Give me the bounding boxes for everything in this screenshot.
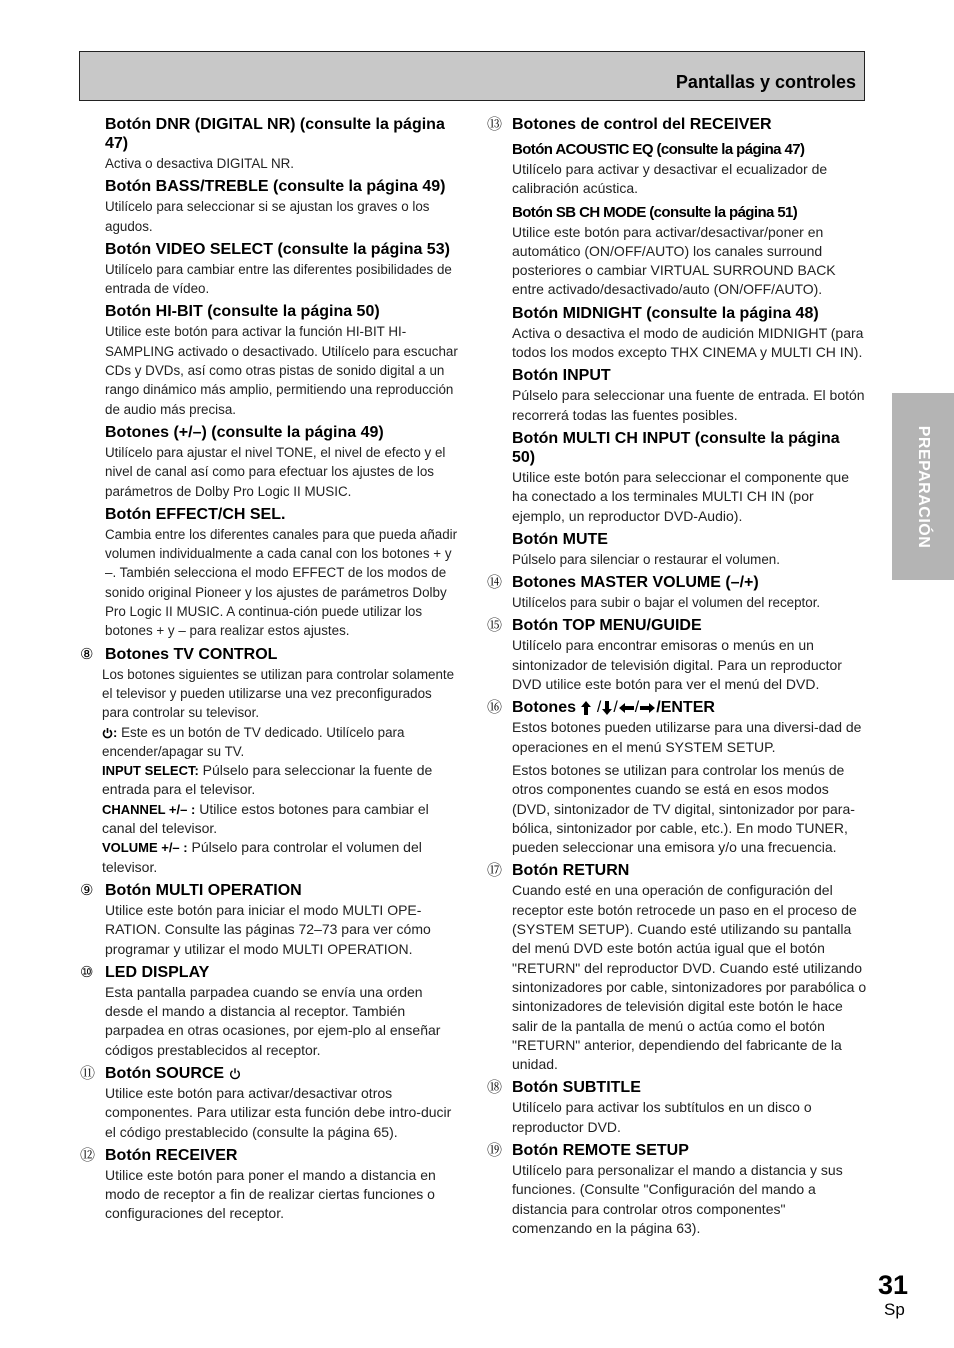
item-number: ⑱ [487, 1079, 503, 1097]
heading-receiver: Botón RECEIVER [105, 1146, 238, 1164]
item-arrows [487, 698, 867, 857]
heading-bass: Botón BASS/TREBLE (consulte la página 49) [105, 178, 446, 196]
item-tv-control [80, 645, 462, 877]
item-number: ⑪ [80, 1064, 96, 1082]
body-master-volume: Utilícelos para subir o bajar el volumen del receptor. [512, 595, 821, 611]
header-title: Pantallas y controles [675, 72, 856, 92]
tv-volume-line [102, 838, 462, 877]
heading-mute: Botón MUTE [512, 530, 608, 548]
body-arrows-2: Estos botones se utilizan para controlar los menús de otros componentes cuando se está en esos modos (DVD, sintonizador de TV digital, sintonizador por para-bólica, sintonizador por cable, etc.). En modo TUNER, pueden seleccionar una emisora y/o una frecuencia. [512, 761, 855, 856]
arrow-down-icon [601, 700, 613, 716]
item-number: ⑫ [80, 1146, 96, 1164]
heading-arrows-prefix: Botones [512, 699, 576, 717]
tv-power-line [102, 723, 462, 762]
heading-dnr: Botón DNR (DIGITAL NR) (consulte la página 47) [105, 116, 445, 152]
body-acoustic-eq: Utilícelo para activar y desactivar el ecualizador de calibración acústica. [512, 161, 828, 197]
power-icon [102, 725, 113, 740]
body-subtitle: Utilícelo para activar los subtítulos en un disco o reproductor DVD. [512, 1099, 812, 1135]
item-number: ⑧ [80, 645, 94, 663]
item-bass [80, 177, 462, 236]
heading-top-menu: Botón TOP MENU/GUIDE [512, 617, 702, 635]
item-effect [80, 505, 462, 641]
item-number: ⑯ [487, 699, 503, 717]
page-language: Sp [884, 1300, 905, 1319]
heading-effect: Botón EFFECT/CH SEL. [105, 505, 286, 523]
body-top-menu: Utilícelo para encontrar emisoras o menús en un sintonizador de televisión digital. Para un reproductor DVD utilice este botón para ver el menú del DVD. [512, 637, 842, 693]
item-master-volume [487, 573, 867, 612]
item-multi-operation [80, 881, 462, 959]
item-number: ⑬ [487, 116, 503, 133]
body-plusminus: Utilícelo para ajustar el nivel TONE, el nivel de efecto y el nivel de canal así como para efectuar los ajustes de los parámetros de Dolby Pro Logic II MUSIC. [105, 444, 446, 499]
body-multi-operation: Utilice este botón para iniciar el modo MULTI OPE-RATION. Consulte las páginas 72–73 para ver cómo programar y utilizar el modo MULTI OPERATION. [105, 901, 431, 957]
page-number: 31 [878, 1270, 909, 1300]
heading-plusminus: Botones (+/–) (consulte la página 49) [105, 423, 384, 441]
heading-multi-ch-input: Botón MULTI CH INPUT (consulte la página 50) [512, 429, 840, 466]
heading-tv-control: Botones TV CONTROL [105, 645, 278, 663]
tv-channel-label: CHANNEL +/– : [102, 801, 196, 817]
item-hibit [80, 302, 462, 418]
item-plusminus [80, 423, 462, 501]
item-number: ⑩ [80, 963, 94, 981]
body-video: Utilícelo para cambiar entre las diferentes posibilidades de entrada de vídeo. [105, 261, 452, 297]
body-remote-setup: Utilícelo para personalizar el mando a distancia y sus funciones. (Consulte "Configuración del mando a distancia para controlar otros componentes" comenzando en la página 63). [512, 1161, 843, 1236]
heading-acoustic-eq: Botón ACOUSTIC EQ (consulte la página 47) [512, 141, 805, 158]
body-hibit: Utilice este botón para activar la función HI-BIT HI-SAMPLING activado o desactivado. Utilícelo para escuchar CDs y DVDs, así como otras pistas de sonido digital a un rango dinámico más amplio, permitiendo una reproducción de audio más precisa. [105, 324, 458, 417]
power-icon [229, 1067, 241, 1080]
body-source: Utilice este botón para activar/desactivar otros componentes. Para utilizar esta función debe intro-ducir el código prestablecido (consulte la página 65). [105, 1084, 452, 1140]
item-dnr [80, 115, 462, 173]
body-receiver: Utilice este botón para poner el mando a distancia en modo de receptor a fin de realizar ciertas funciones o configuraciones del receptor. [105, 1166, 436, 1222]
heading-hibit: Botón HI-BIT (consulte la página 50) [105, 303, 380, 321]
body-tv-intro: Los botones siguientes se utilizan para controlar solamente el televisor y pueden utilizarse una vez preconfigurados para controlar su televisor. [102, 666, 455, 721]
heading-led-display: LED DISPLAY [105, 963, 210, 981]
heading-multi-operation: Botón MULTI OPERATION [105, 881, 302, 899]
tv-power-text: Este es un botón de TV dedicado. Utilícelo para encender/apagar su TV. [102, 724, 405, 759]
item-subtitle [487, 1078, 867, 1137]
item-number: ⑮ [487, 617, 503, 635]
heading-source-text: Botón SOURCE [105, 1064, 225, 1082]
tv-input-label: INPUT SELECT: [102, 763, 199, 779]
right-column [487, 111, 867, 1241]
heading-sb-ch-mode: Botón SB CH MODE (consulte la página 51) [512, 203, 798, 221]
tv-channel-line [102, 800, 462, 839]
heading-subtitle: Botón SUBTITLE [512, 1079, 641, 1097]
item-top-menu [487, 616, 867, 694]
heading-midnight: Botón MIDNIGHT (consulte la página 48) [512, 304, 819, 322]
tv-volume-label: VOLUME +/– : [102, 840, 188, 856]
arrow-up-icon [580, 700, 592, 716]
item-receiver [80, 1146, 462, 1224]
item-number: ⑰ [487, 862, 503, 880]
arrow-left-icon [618, 702, 635, 714]
heading-master-volume: Botones MASTER VOLUME (–/+) [512, 574, 759, 592]
body-dnr: Activa o desactiva DIGITAL NR. [105, 156, 295, 171]
heading-receiver-controls: Botones de control del RECEIVER [512, 116, 772, 133]
item-video [80, 240, 462, 299]
heading-arrows-suffix: /ENTER [656, 699, 715, 717]
heading-video: Botón VIDEO SELECT (consulte la página 53) [105, 240, 450, 258]
left-column [80, 111, 462, 1227]
body-led-display: Esta pantalla parpadea cuando se envía una orden desde el mando a distancia al receptor. También parpadea en otras ocasiones, por ejem-plo al enseñar códigos prestablecidos al receptor. [105, 983, 441, 1058]
body-multi-ch-input: Utilice este botón para seleccionar el componente que ha conectado a los terminales MULTI CH IN (por ejemplo, un reproductor DVD-Audio). [512, 468, 849, 524]
item-remote-setup [487, 1141, 867, 1238]
tv-input-text: Púlselo para seleccionar la fuente de entrada para el televisor. [102, 762, 433, 798]
body-sb-ch-mode: Utilice este botón para activar/desactivar/poner en automático (ON/OFF/AUTO) los canales surround posteriores o cambiar VIRTUAL SURROUND BACK entre activado/desactivado/auto (ON/OFF/AUTO). [512, 223, 836, 298]
heading-return: Botón RETURN [512, 862, 630, 880]
item-led-display [80, 963, 462, 1060]
item-number: ⑲ [487, 1141, 503, 1159]
heading-remote-setup: Botón REMOTE SETUP [512, 1141, 689, 1159]
body-return: Cuando esté en una operación de configuración del receptor este botón retrocede un paso en el proceso de (SYSTEM SETUP). Cuando esté utilizando su pantalla del menú DVD este botón actúa igual que el botón "RETURN" del reproductor DVD. Cuando esté utilizando sintonizadores por cable, sintonizadores por parabólica o sintonizadores de televisión digital este botón le hace salir de la pantalla de menú o actúa como el botón "RETURN" anterior, dependiendo del fabricante de la unidad. [512, 882, 867, 1073]
arrow-right-icon [639, 702, 656, 714]
side-tab-label: PREPARACIÓN [915, 425, 932, 548]
body-mute: Púlselo para silenciar o restaurar el volumen. [512, 551, 780, 567]
body-bass: Utilícelo para seleccionar si se ajustan los graves o los agudos. [105, 199, 430, 234]
body-arrows-1: Estos botones pueden utilizarse para una diversi-dad de operaciones en el menú SYSTEM SETUP. [512, 719, 862, 755]
heading-source [105, 1064, 462, 1083]
heading-arrows: Botones / / / /ENTER [512, 699, 715, 717]
body-midnight: Activa o desactiva el modo de audición MIDNIGHT (para todos los modos excepto THX CINEMA y MULTI CH IN). [512, 324, 864, 361]
item-return [487, 861, 867, 1074]
tv-channel-text: Utilice estos botones para cambiar el canal del televisor. [102, 800, 429, 837]
body-input: Púlselo para seleccionar una fuente de entrada. El botón recorrerá todas las fuentes posibles. [512, 387, 865, 423]
body-effect: Cambia entre los diferentes canales para que pueda añadir volumen individualmente a cada canal con los botones + y –. También selecciona el modo EFFECT de los modos de sonido original Pioneer y los ajustes de parámetros Dolby Pro Logic II MUSIC. A continua-ción puede utilizar los botones + y – para realizar estos ajustes. [105, 526, 458, 639]
item-number: ⑨ [80, 881, 94, 899]
tv-power-label: : [113, 724, 118, 740]
tv-input-line [102, 761, 462, 800]
heading-input: Botón INPUT [512, 367, 611, 385]
item-source [80, 1064, 462, 1142]
side-tab [892, 393, 954, 580]
page-header [79, 51, 865, 101]
item-receiver-controls [487, 115, 867, 569]
tv-volume-text: Púlselo para controlar el volumen del televisor. [102, 839, 422, 875]
item-number: ⑭ [487, 574, 503, 592]
